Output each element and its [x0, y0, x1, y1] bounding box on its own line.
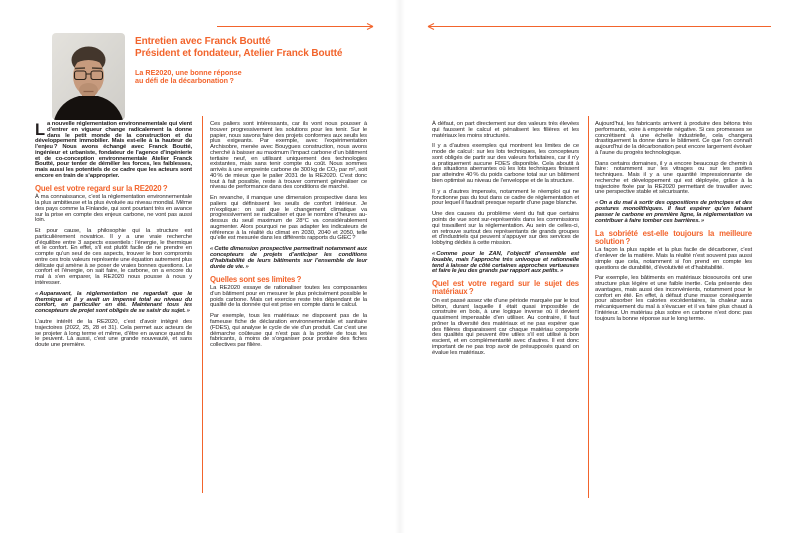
section-heading: Quelles sont ses limites ?	[210, 274, 302, 284]
section-heading: Quel est votre regard sur le sujet des matériaux ?	[432, 279, 579, 297]
top-rule-left-arrow	[217, 22, 374, 31]
intro-paragraph: La nouvelle réglementation environnementale qui vient d’entrer en vigueur change radicalement la donne dans le petit monde de la construction et du développement immobilier. Mais est-elle à la hauteur de l’enjeu ? Nous avons échangé avec Franck Boutté, ingénieur et urbaniste, fondateur de l’agence d’ingénierie et de co-conception environnementale Atelier Franck Boutté, pour tenter de démêler les forces, les faiblesses, mais aussi les potentiels de ce cadre que les acteurs sont encore en train de s’approprier.	[35, 121, 192, 179]
interview-title-line2: Président et fondateur, Atelier Franck Boutté	[135, 47, 343, 59]
top-rule-right-arrow	[427, 22, 771, 31]
interview-subtitle	[135, 69, 242, 85]
paragraph: La RE2020 essaye de rationaliser toutes les composantes d’un bâtiment pour en mesurer le plus précisément possible le poids carbone. Mais cet exercice reste très dépendant de la qualité de la donnée qui est prise en compte dans le calcul.	[210, 285, 367, 309]
left-page-column-2	[210, 122, 367, 354]
pull-quote: « On a du mal à sortir des oppositions de principes et des postures monolithiques. Il faut espérer qu’en faisant passer le carbone en première ligne, la réglementation va contribuer à faire tomber ces barrières. »	[595, 200, 752, 224]
section-heading: Quel est votre regard sur la RE2020 ?	[35, 183, 168, 193]
pull-quote: « Auparavant, la réglementation ne regardait que le thermique et il y avait un impensé total au niveau du confort, en particulier en été. Maintenant tous les concepteurs de projet sont obligés de se saisir du sujet. »	[35, 290, 192, 315]
section-heading: La sobriété est-elle toujours la meilleure solution ?	[595, 228, 752, 246]
pull-quote: « Cette dimension prospective permettrait notamment aux concepteurs de projets d’anticiper les conditions d’habitabilité de leurs bâtiments sur l’ensemble de leur durée de vie. »	[210, 246, 367, 270]
paragraph: La façon la plus rapide et la plus facile de décarboner, c’est d’enlever de la matière. Mais la réalité n’est souvent pas aussi simple que cela, notamment si l’on prend en compte les questions de durabilité, d’évolutivité et d’habitabilité.	[595, 247, 752, 271]
interview-title-line1: Entretien avec Franck Boutté	[135, 36, 271, 47]
paragraph: Une des causes du problème vient du fait que certains points de vue sont sur-représentés dans les commissions qui travaillent sur la réglementation. Au sein de celles-ci, on retrouve surtout des représentants de grands groupes et d’industriels qui peuvent s’appuyer sur des services de lobbying dédiés à cette mission.	[432, 211, 579, 247]
paragraph: Aujourd’hui, les fabricants arrivent à produire des bétons très performants, voire à empreinte négative. Si ces promesses se concrétisent à une échelle industrielle, cela changera drastiquement la donne dans le bâtiment. Ce que l’on connaît aujourd’hui de la décarbonation peut encore largement évoluer à l’aune du progrès technologique.	[595, 121, 752, 156]
portrait-illustration	[52, 33, 125, 120]
paragraph: Et pour cause, la philosophie qui la structure est particulièrement novatrice. Il y a une vraie recherche d’équilibre entre 3 aspects essentiels : l’énergie, le thermique et le confort. En effet, s’il est plutôt facile de ne prendre en compte qu’un seul de ces aspects, trouver le bon compromis entre ces trois valeurs représente une équation autrement plus délicate qui amène à se poser de vraies bonnes questions. Le confort et l’énergie, on sait faire, le carbone, on a encore du mal à s’en emparer, la RE2020 nous pousse à nous y intéresser.	[35, 228, 192, 286]
paragraph: Ces paliers sont intéressants, car ils vont nous pousser à trouver progressivement les solutions pour les tenir. Sur le papier, nous savons faire des projets conformes aux seuils les plus exigeants. Par exemple, avec l’expérimentation Archisobre, menée avec Bouygues construction, nous avons cherché à baisser au maximum l’impact carbone d’un bâtiment tertiaire neuf, en utilisant uniquement des technologies existantes, mais sans tenir compte du coût. Nous sommes arrivés à une empreinte carbone de 300 kg de CO₂ par m², soit 40 % de mieux que le palier 2031 de la RE2020. C’est donc tout à fait possible, reste à trouver comment généraliser ce niveau de performance dans des conditions de marché.	[210, 121, 367, 191]
paragraph: On est passé assez vite d’une période marquée par le tout béton, durant laquelle il était quasi impossible de construire en bois, à une logique inverse où il devient quasiment impensable d’en utiliser. Au contraire, il faut prôner la diversité des matériaux et ne pas espérer que des filières disparaissent car chaque matériau comporte des qualités qui peuvent être utiles s’il est utilisé à bon escient, et en complémentarité avec d’autres. Il est donc important de ne pas trop avoir de présupposés quand on évalue les matériaux.	[432, 297, 579, 356]
portrait-photo	[52, 33, 125, 120]
drop-cap: L	[35, 121, 45, 139]
paragraph: Par exemple, les bâtiments en matériaux biosourcés ont une structure plus légère et une faible inertie. Cela présente des avantages, mais aussi des inconvénients, notamment pour le confort en été. En effet, à défaut d’une masse conséquente pour absorber les calories excédentaires, la chaleur aura mécaniquement du mal à s’évacuer et il va faire plus chaud à l’intérieur. Un matériau plus sobre en carbone n’est donc pas toujours la bonne réponse sur le long terme.	[595, 275, 752, 322]
right-page-column-1	[432, 122, 579, 362]
interview-title	[135, 36, 342, 59]
paragraph: Dans certains domaines, il y a encore beaucoup de chemin à faire : notamment sur les vitrages ou sur les parties techniques. Mais il y a une quantité impressionnante de recherche et développement qui est déployée, grâce à la trajectoire fixée par la RE2020 permettant de travailler avec une perspective stable et sécurisante.	[595, 160, 752, 196]
paragraph: À défaut, on part directement sur des valeurs très élevées qui faussent le calcul et pénalisent les filières et les matériaux les moins structurés.	[432, 121, 579, 139]
interview-subtitle-line1: La RE2020, une bonne réponse	[135, 68, 242, 77]
right-page-column-2	[595, 122, 752, 328]
paragraph: L’autre intérêt de la RE2020, c’est d’avoir intégré des trajectoires (2022, 25, 28 et 31). Cela permet aux acteurs de se projeter à long terme et même, d’être en avance quand ils le peuvent. Là aussi, c’est une grande nouveauté, et sans doute une première.	[35, 319, 192, 349]
pull-quote: « Comme pour le ZAN, l’objectif d’ensemble est louable, mais l’approche très univoque et rationnelle tend à laisser de côté certaines approches vertueuses et faire le jeu des grands par rapport aux petits. »	[432, 251, 579, 275]
left-page-column-1	[35, 122, 192, 354]
paragraph: En revanche, il manque une dimension prospective dans les paliers qui définissent les seuils de confort intérieur. Je m’explique : on sait que le changement climatique va progressivement se radicaliser et que le nombre d’heures au-dessus du seuil maximum de 28°C va considérablement augmenter. Alors pourquoi ne pas adapter les indicateurs de référence à la réalité du climat en 2030, 2040 et 2050, telle qu’elle est mesurée dans les différents rapports du GIEC ?	[210, 195, 367, 242]
paragraph: Il y a d’autres impensés, notamment le réemploi qui ne fonctionne pas du tout dans ce cadre de réglementation et pour lequel il faudrait presque repartir d’une page blanche.	[432, 188, 579, 207]
column-divider-rule	[202, 116, 203, 493]
paragraph: Il y a d’autres exemples qui montrent les limites de ce mode de calcul : sur les lots techniques, les concepteurs sont obligés de partir sur des valeurs forfaitaires, car il n’y a pratiquement aucune FDES disponible. Cela aboutit à des situations aberrantes où les lots techniques finissent par atteindre 40 % du poids carbone total sur un bâtiment bien optimisé au niveau de l’enveloppe et de la structure.	[432, 143, 579, 184]
paragraph: Par exemple, tous les matériaux ne disposent pas de la fameuse fiche de déclaration environnementale et sanitaire (FDES), qui analyse le cycle de vie d’un produit. Car c’est une démarche coûteuse qui n’est pas à la portée de tous les fabricants, à moins de s’organiser pour produire des fiches collectives par filière.	[210, 313, 367, 349]
interview-subtitle-line2: au défi de la décarbonation ?	[135, 76, 234, 86]
column-divider-rule	[588, 116, 589, 498]
page-spine	[395, 0, 405, 533]
paragraph: À ma connaissance, c’est la réglementation environnementale la plus ambitieuse et la plus évoluée au niveau mondial. Même des pays comme la Finlande, qui sont pourtant très en avance sur la prise en compte des enjeux carbone, ne vont pas aussi loin.	[35, 194, 192, 224]
